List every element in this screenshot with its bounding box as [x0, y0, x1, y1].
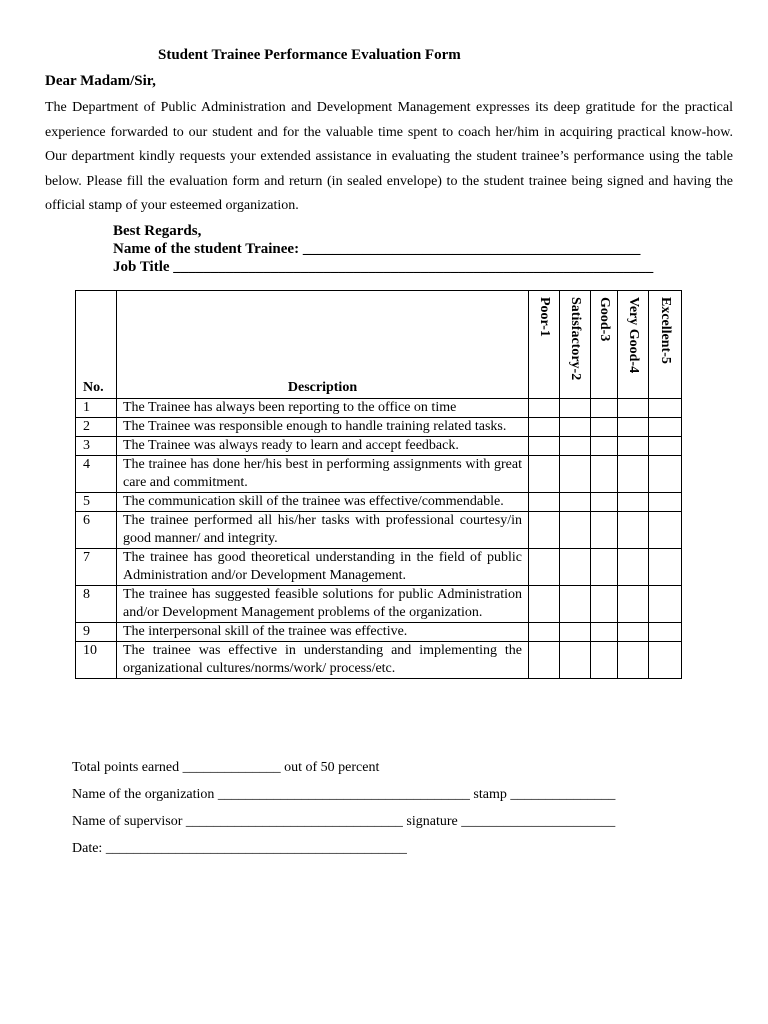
rating-cell[interactable]	[529, 399, 560, 418]
row-number: 1	[76, 399, 117, 418]
organization-field[interactable]: Name of the organization ____________________________________ stamp _______________	[72, 787, 616, 802]
header-rating-good	[591, 291, 618, 399]
table-row	[76, 549, 682, 586]
rating-cell[interactable]	[591, 586, 618, 623]
trainee-name-field[interactable]: Name of the student Trainee: _____________________________________________	[113, 241, 641, 257]
rating-cell[interactable]	[591, 437, 618, 456]
rating-cell[interactable]	[591, 399, 618, 418]
total-points-field[interactable]: Total points earned ______________ out of 50 percent	[72, 760, 380, 775]
rating-cell[interactable]	[529, 437, 560, 456]
table-row	[76, 493, 682, 512]
rating-cell[interactable]	[591, 493, 618, 512]
rating-cell[interactable]	[529, 493, 560, 512]
header-description: Description	[117, 291, 529, 399]
rating-cell[interactable]	[560, 642, 591, 679]
row-number: 8	[76, 586, 117, 623]
rating-cell[interactable]	[560, 418, 591, 437]
rating-cell[interactable]	[618, 399, 649, 418]
rating-cell[interactable]	[649, 642, 682, 679]
row-number: 9	[76, 623, 117, 642]
table-header-row	[76, 291, 682, 399]
row-description: The Trainee was always ready to learn and accept feedback.	[117, 437, 529, 456]
rating-cell[interactable]	[529, 456, 560, 493]
header-rating-satisfactory	[560, 291, 591, 399]
rating-cell[interactable]	[618, 456, 649, 493]
row-number: 4	[76, 456, 117, 493]
rating-cell[interactable]	[618, 586, 649, 623]
job-title-field[interactable]: Job Title ________________________________________________________________	[113, 259, 654, 275]
rating-cell[interactable]	[560, 586, 591, 623]
row-description: The communication skill of the trainee was effective/commendable.	[117, 493, 529, 512]
date-field[interactable]: Date: ___________________________________________	[72, 841, 407, 856]
rating-label: Poor-1	[537, 297, 552, 337]
table-row	[76, 623, 682, 642]
rating-cell[interactable]	[560, 623, 591, 642]
rating-cell[interactable]	[649, 437, 682, 456]
rating-label: Good-3	[597, 297, 612, 342]
rating-cell[interactable]	[591, 512, 618, 549]
row-number: 3	[76, 437, 117, 456]
row-description: The trainee has done her/his best in performing assignments with great care and commitment.	[117, 456, 529, 493]
rating-cell[interactable]	[649, 549, 682, 586]
rating-cell[interactable]	[591, 418, 618, 437]
table-row	[76, 642, 682, 679]
table-row	[76, 418, 682, 437]
rating-cell[interactable]	[529, 623, 560, 642]
rating-label: Very Good-4	[626, 297, 641, 374]
rating-cell[interactable]	[560, 512, 591, 549]
rating-cell[interactable]	[618, 549, 649, 586]
regards-line: Best Regards,	[113, 223, 202, 239]
rating-cell[interactable]	[649, 623, 682, 642]
header-rating-very-good	[618, 291, 649, 399]
supervisor-field[interactable]: Name of supervisor _______________________________ signature ______________________	[72, 814, 616, 829]
rating-cell[interactable]	[649, 418, 682, 437]
rating-cell[interactable]	[560, 493, 591, 512]
rating-cell[interactable]	[560, 549, 591, 586]
rating-cell[interactable]	[591, 623, 618, 642]
rating-cell[interactable]	[560, 399, 591, 418]
rating-cell[interactable]	[591, 456, 618, 493]
row-number: 10	[76, 642, 117, 679]
table-row	[76, 456, 682, 493]
rating-cell[interactable]	[529, 512, 560, 549]
header-rating-excellent	[649, 291, 682, 399]
rating-cell[interactable]	[618, 418, 649, 437]
row-description: The interpersonal skill of the trainee was effective.	[117, 623, 529, 642]
rating-cell[interactable]	[649, 399, 682, 418]
rating-cell[interactable]	[618, 512, 649, 549]
intro-paragraph: The Department of Public Administration and Development Management expresses its deep gratitude for the practical experience forwarded to our student and for the valuable time spent to coach her/him in acquiring practical know-how. Our department kindly requests your extended assistance in evaluating the student trainee’s performance using the table below. Please fill the evaluation form and return (in sealed envelope) to the student trainee being signed and having the official stamp of your esteemed organization.	[45, 100, 733, 214]
row-number: 2	[76, 418, 117, 437]
rating-cell[interactable]	[618, 437, 649, 456]
rating-cell[interactable]	[529, 586, 560, 623]
rating-cell[interactable]	[649, 493, 682, 512]
row-description: The Trainee was responsible enough to handle training related tasks.	[117, 418, 529, 437]
rating-cell[interactable]	[591, 549, 618, 586]
rating-cell[interactable]	[560, 437, 591, 456]
rating-cell[interactable]	[529, 418, 560, 437]
table-row	[76, 437, 682, 456]
table-row	[76, 586, 682, 623]
rating-cell[interactable]	[560, 456, 591, 493]
rating-label: Satisfactory-2	[568, 297, 583, 381]
table-row	[76, 399, 682, 418]
row-number: 6	[76, 512, 117, 549]
row-description: The trainee performed all his/her tasks with professional courtesy/in good manner/ and integrity.	[117, 512, 529, 549]
evaluation-table	[75, 290, 682, 679]
rating-cell[interactable]	[618, 642, 649, 679]
rating-cell[interactable]	[649, 456, 682, 493]
rating-cell[interactable]	[649, 586, 682, 623]
header-rating-poor	[529, 291, 560, 399]
rating-cell[interactable]	[618, 623, 649, 642]
header-no: No.	[76, 291, 117, 399]
rating-cell[interactable]	[529, 549, 560, 586]
rating-cell[interactable]	[649, 512, 682, 549]
row-description: The trainee was effective in understanding and implementing the organizational cultures/norms/work/ process/etc.	[117, 642, 529, 679]
row-number: 7	[76, 549, 117, 586]
row-description: The Trainee has always been reporting to the office on time	[117, 399, 529, 418]
row-description: The trainee has suggested feasible solutions for public Administration and/or Development Management problems of the organization.	[117, 586, 529, 623]
greeting: Dear Madam/Sir,	[45, 73, 156, 89]
form-title: Student Trainee Performance Evaluation Form	[158, 47, 461, 63]
rating-cell[interactable]	[591, 642, 618, 679]
rating-cell[interactable]	[529, 642, 560, 679]
row-number: 5	[76, 493, 117, 512]
row-description: The trainee has good theoretical understanding in the field of public Administration and/or Development Management.	[117, 549, 529, 586]
table-row	[76, 512, 682, 549]
rating-label: Excellent-5	[658, 297, 673, 364]
rating-cell[interactable]	[618, 493, 649, 512]
